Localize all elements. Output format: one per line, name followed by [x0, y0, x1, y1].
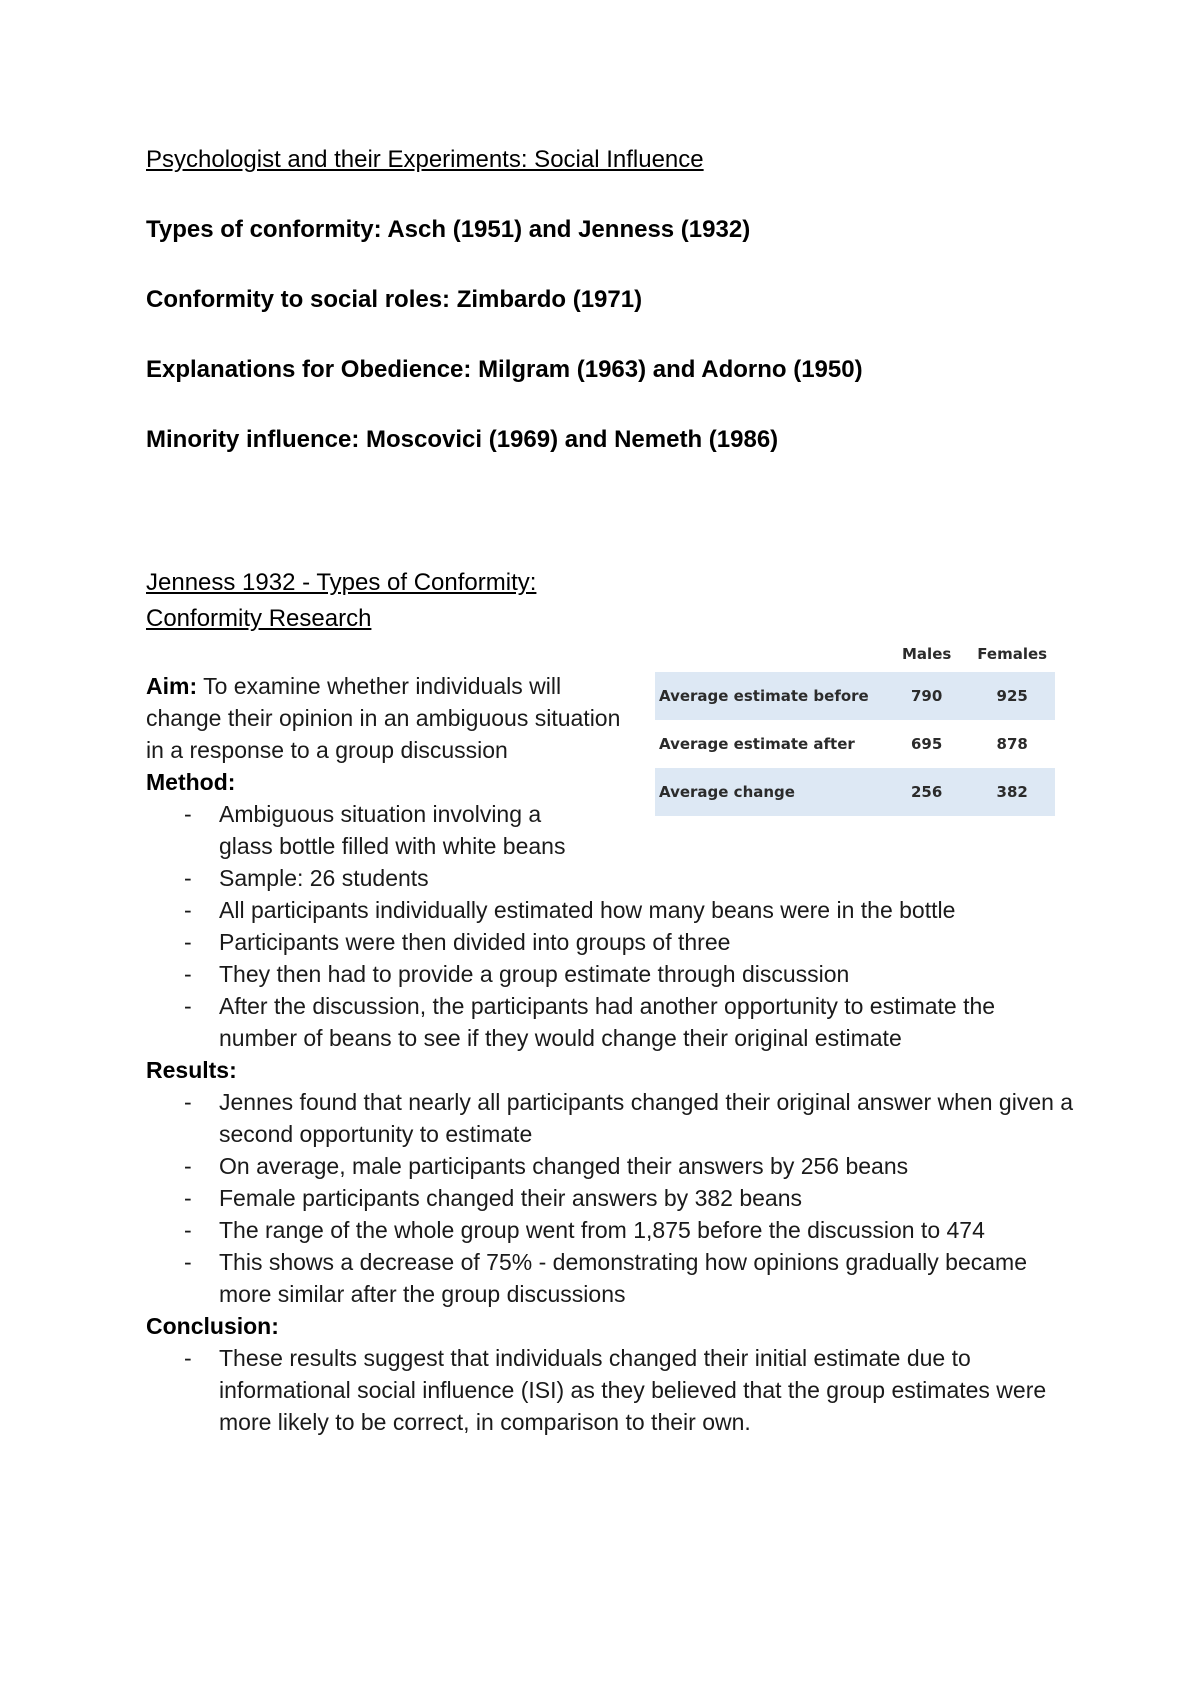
table-header-empty — [655, 636, 884, 672]
table-row-label: Average change — [655, 768, 884, 816]
toc-line-minority-influence: Minority influence: Moscovici (1969) and Nemeth (1986) — [146, 426, 779, 453]
section-heading-line-2: Conformity Research — [146, 605, 372, 632]
results-list — [146, 1086, 1076, 1310]
list-item: - Ambiguous situation involving a glass bottle filled with white beans — [146, 798, 569, 862]
section-heading — [146, 565, 536, 637]
table-cell-females: 878 — [996, 735, 1028, 753]
table-cell-males: 695 — [910, 735, 943, 753]
method-label: Method: — [146, 769, 236, 795]
conclusion-label: Conclusion: — [146, 1313, 279, 1339]
list-item: - The range of the whole group went from 1,875 before the discussion to 474 — [146, 1214, 1076, 1246]
table-header-females: Females — [977, 645, 1048, 663]
table-header-row — [655, 636, 1055, 672]
toc-line-social-roles: Conformity to social roles: Zimbardo (1971) — [146, 286, 643, 313]
table-cell-females: 925 — [969, 672, 1055, 720]
list-item: - These results suggest that individuals changed their initial estimate due to informational social influence (ISI) as they believed that the group estimates were more likely to be correct, in comparison to their own. — [146, 1342, 1076, 1438]
aim-text: To examine whether individuals will change their opinion in an ambiguous situation in a response to a group discussion — [146, 673, 621, 763]
list-item: - Female participants changed their answers by 382 beans — [146, 1182, 1076, 1214]
aim-label: Aim: — [146, 673, 198, 699]
table-cell-females: 382 — [969, 768, 1055, 816]
aim-paragraph — [146, 670, 641, 766]
table-row-label: Average estimate before — [655, 672, 884, 720]
conclusion-list — [146, 1342, 1076, 1438]
page-title: Psychologist and their Experiments: Social Influence — [146, 146, 704, 173]
list-item: - All participants individually estimated how many beans were in the bottle — [146, 894, 1076, 926]
list-item: - This shows a decrease of 75% - demonstrating how opinions gradually became more similar after the group discussions — [146, 1246, 1076, 1310]
table-row-label: Average estimate after — [659, 735, 855, 753]
list-item: - After the discussion, the participants had another opportunity to estimate the number of beans to see if they would change their original estimate — [146, 990, 1076, 1054]
toc-line-types-of-conformity: Types of conformity: Asch (1951) and Jenness (1932) — [146, 216, 751, 243]
list-item: - Sample: 26 students — [146, 862, 1076, 894]
toc-line-obedience: Explanations for Obedience: Milgram (1963) and Adorno (1950) — [146, 356, 863, 383]
results-label: Results: — [146, 1057, 237, 1083]
section-body — [146, 670, 1076, 1438]
section-heading-line-1: Jenness 1932 - Types of Conformity: — [146, 569, 537, 596]
list-item: - Participants were then divided into groups of three — [146, 926, 1076, 958]
list-item: - They then had to provide a group estimate through discussion — [146, 958, 1076, 990]
table-cell-males: 790 — [884, 672, 970, 720]
list-item: - On average, male participants changed their answers by 256 beans — [146, 1150, 1076, 1182]
method-list — [146, 798, 1076, 1054]
list-item: - Jennes found that nearly all participants changed their original answer when given a second opportunity to estimate — [146, 1086, 1076, 1150]
table-header-males: Males — [902, 645, 952, 663]
table-cell-males: 256 — [884, 768, 970, 816]
